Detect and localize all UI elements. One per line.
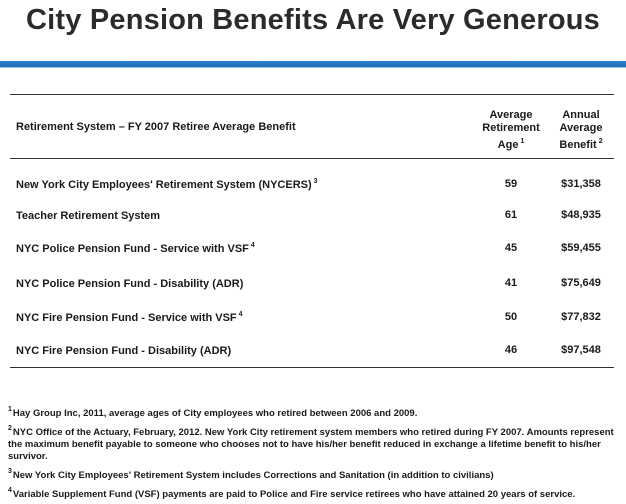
column-header-age: Average Retirement Age $^1$ xyxy=(482,109,540,151)
row-name: NYC Police Pension Fund - Disability (ADR) xyxy=(16,278,244,290)
page-title: City Pension Benefits Are Very Generous xyxy=(25,4,601,36)
table-row xyxy=(0,277,626,293)
table-row: NYC Fire Pension Fund - Service with VSF $^4$ 50 $77,832 xyxy=(0,311,626,327)
header-bottom-rule xyxy=(10,158,614,159)
row-name: New York City Employees' Retirement System (NYCERS) xyxy=(16,179,312,191)
row-benefit: $48,935 xyxy=(561,209,601,221)
footnote: $^4$Variable Supplement Fund (VSF) payments are paid to Police and Fire service retirees who have attained 20 years of service. xyxy=(8,487,576,500)
column-header-benefit: Annual Average Benefit $^2$ xyxy=(559,109,603,151)
table-top-rule xyxy=(10,94,614,95)
row-name: NYC Fire Pension Fund - Disability (ADR) xyxy=(16,345,232,357)
table-row: NYC Police Pension Fund - Service with VSF $^4$ 45 $59,455 xyxy=(0,242,626,258)
table-bottom-rule xyxy=(10,367,614,368)
footnote: $^2$NYC Office of the Actuary, February, 2012. New York City retirement system members who retired during FY 2007. Amounts represent the maximum benefit payable to someone who chooses not to have his/her benefit reduced in exchange a lifetime benefit to his/her survivor. xyxy=(8,425,614,462)
row-benefit: $59,455 xyxy=(561,242,601,254)
row-age: 45 xyxy=(504,242,518,254)
title-divider-thin xyxy=(0,67,626,68)
table-row xyxy=(0,344,626,360)
row-benefit: $75,649 xyxy=(561,277,601,289)
table-row: New York City Employees' Retirement System (NYCERS) $^3$ 59 $31,358 xyxy=(0,178,626,194)
row-age: 41 xyxy=(504,277,518,289)
row-age: 61 xyxy=(504,209,518,221)
row-benefit: $97,548 xyxy=(561,344,601,356)
table-header-label: Retirement System – FY 2007 Retiree Average Benefit xyxy=(16,121,296,133)
row-benefit: $77,832 xyxy=(561,311,601,323)
row-name: NYC Police Pension Fund - Service with VSF xyxy=(16,243,249,255)
row-benefit: $31,358 xyxy=(561,178,601,190)
row-age: 46 xyxy=(504,344,518,356)
row-age: 50 xyxy=(504,311,518,323)
footnotes xyxy=(8,404,618,504)
footnote: $^1$Hay Group Inc, 2011, average ages of City employees who retired between 2006 and 2009. xyxy=(8,406,418,419)
table-row xyxy=(0,209,626,225)
row-age: 59 xyxy=(504,178,518,190)
row-name: NYC Fire Pension Fund - Service with VSF xyxy=(16,312,237,324)
footnote: $^3$New York City Employees' Retirement System includes Corrections and Sanitation (in addition to civilians) xyxy=(8,468,494,481)
row-name: Teacher Retirement System xyxy=(16,210,161,222)
